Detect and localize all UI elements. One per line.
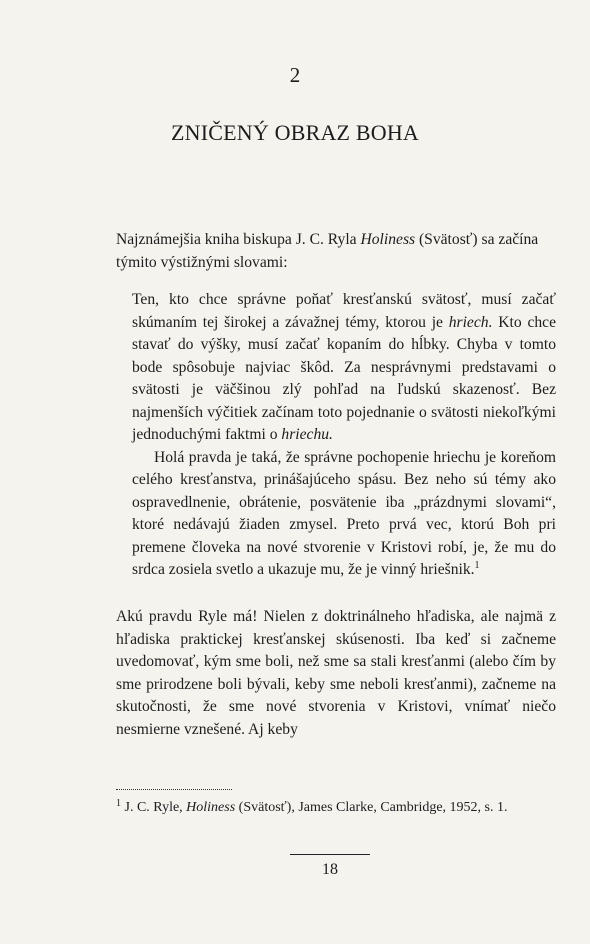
footnote-mark: 1 — [116, 798, 121, 809]
intro-text-before: Najznámejšia kniha biskupa J. C. Ryla — [116, 231, 361, 248]
intro-paragraph — [116, 229, 556, 274]
page-number-rule — [290, 854, 370, 855]
quote-paragraph-2 — [132, 447, 556, 582]
quote-p2-text: Holá pravda je taká, že správne pochopenie hriechu je koreňom celého kresťanstva, prinášajúceho spásu. Bez neho sú témy ako ospravedlnenie, obrátenie, posvätenie iba „prázdnymi slovami“, ktoré nedávajú žiaden zmysel. Preto prvá vec, ktorú Boh pri premene človeka na nové stvorenie v Kristovi robí, je, že mu do srdca zosiela svetlo a ukazuje mu, že je vinný hriešnik. — [132, 448, 556, 578]
footnote-reference[interactable]: 1 — [474, 560, 480, 571]
footnote-text-before: J. C. Ryle, — [121, 800, 187, 815]
page-number: 18 — [322, 861, 338, 878]
quote-paragraph-1 — [132, 289, 556, 447]
body-paragraph: Akú pravdu Ryle má! Nielen z doktrinálneho hľadiska, ale najmä z hľadiska praktickej kresťanskej skúsenosti. Iba keď si začneme uvedomovať, kým sme boli, než sme sa stali kresťanmi (alebo čím by sme prirodzene boli bývali, keby sme neboli kresťanmi), začneme na skutočnosti, že sme nové stvorenia v Kristovi, vnímať niečo nesmierne vznešené. Aj keby — [116, 608, 556, 738]
chapter-number: 2 — [289, 63, 301, 87]
quote-p1-text-middle: Kto chce stavať do výšky, musí začať kopaním do hĺbky. Chyba v tomto bode spôsobuje najviac škôd. Za nesprávnymi predstavami o svätosti je väčšinou zlý pohľad na ľudskú skazenosť. Bez najmenších výčitiek začínam toto pojednanie o svätosti niekoľkými jednoduchými faktmi o — [132, 313, 556, 443]
body-text — [116, 606, 556, 741]
footnote — [116, 798, 566, 818]
intro-text-after: (Svätosť) sa začína týmito výstižnými slovami: — [116, 231, 539, 271]
block-quote — [132, 289, 556, 582]
quote-p1-text: Ten, kto chce správne poňať kresťanskú svätosť, musí začať skúmaním tej širokej a závažnej témy, ktorou je — [132, 291, 556, 331]
intro-book-title: Holiness — [360, 231, 416, 248]
footnote-book-title: Holiness — [186, 800, 236, 815]
quote-p1-emphasis-2: hriechu. — [281, 426, 333, 443]
footnote-separator — [116, 789, 232, 790]
footnote-text-after: (Svätosť), James Clarke, Cambridge, 1952, s. 1. — [235, 800, 508, 815]
chapter-title: ZNIČENÝ OBRAZ BOHA — [170, 120, 420, 145]
quote-p1-emphasis-1: hriech. — [448, 313, 493, 331]
